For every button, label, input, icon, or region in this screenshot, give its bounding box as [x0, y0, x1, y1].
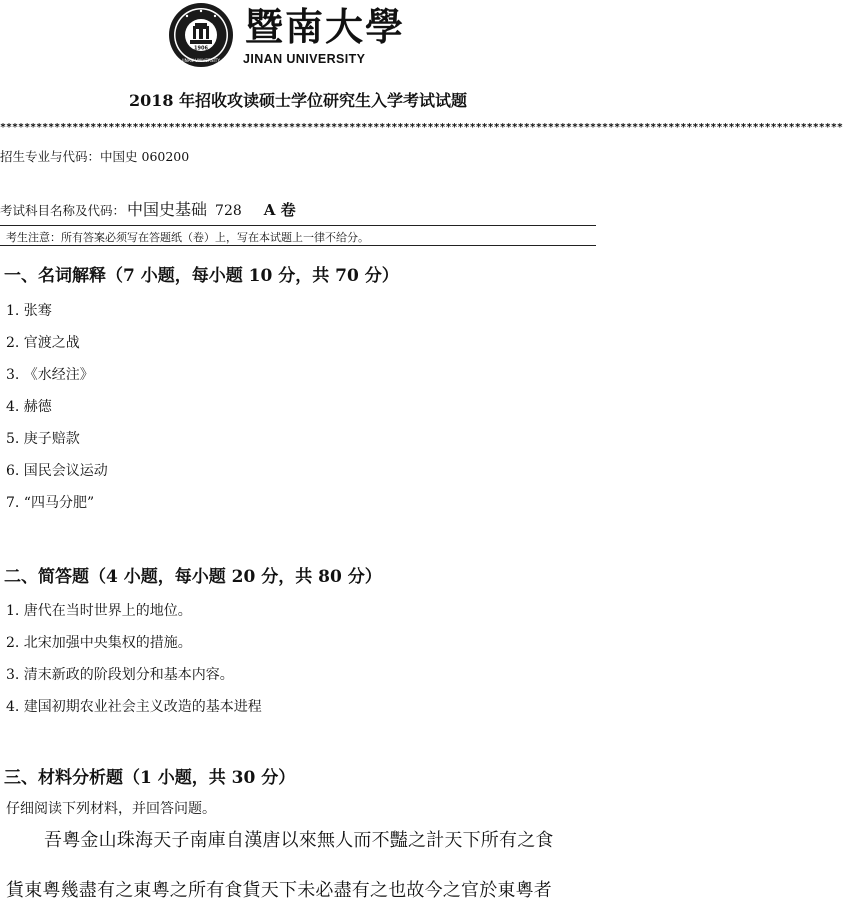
- list-item: 4. 建国初期农业社会主义改造的基本进程: [6, 699, 262, 715]
- program-line: [0, 147, 189, 165]
- material-text-line: 貨東粵幾盡有之東粵之所有食貨天下未必盡有之也故今之官於東粵者: [6, 880, 552, 901]
- logo-seal-text: [168, 68, 169, 69]
- section-heading-terms: 一、名词解释（7 小题，每小题 10 分，共 70 分）: [4, 266, 399, 286]
- subject-name: 中国史基础: [127, 200, 208, 219]
- university-logo: [168, 2, 234, 68]
- list-item: 7. “四马分肥”: [6, 495, 95, 511]
- star-separator: ********************************************************************************************************************************************: [0, 122, 843, 133]
- university-seal-icon: [168, 2, 234, 68]
- list-item: 2. 北宋加强中央集权的措施。: [6, 635, 192, 651]
- university-name-chinese: 暨南大學: [245, 4, 406, 49]
- list-item: 1. 唐代在当时世界上的地位。: [6, 603, 192, 619]
- notice-box: [0, 225, 596, 246]
- material-instruction: 仔细阅读下列材料，并回答问题。: [6, 801, 216, 817]
- list-item: 6. 国民会议运动: [6, 463, 108, 479]
- list-item: 3. 《水经注》: [6, 367, 94, 383]
- program-value: 中国史 060200: [100, 149, 190, 164]
- svg-text:JINAN UNIVERSITY: JINAN UNIVERSITY: [182, 58, 220, 63]
- subject-line: [0, 197, 296, 220]
- university-name-english: JINAN UNIVERSITY: [243, 52, 366, 66]
- section-heading-material-analysis: 三、材料分析题（1 小题，共 30 分）: [4, 768, 296, 788]
- exam-title: 2018 年招收攻读硕士学位研究生入学考试试题: [128, 91, 468, 110]
- list-item: 5. 庚子赔款: [6, 431, 80, 447]
- list-item: 4. 赫德: [6, 399, 52, 415]
- section-heading-short-answer: 二、简答题（4 小题，每小题 20 分，共 80 分）: [4, 567, 382, 587]
- subject-code: 728: [215, 203, 242, 219]
- list-item: 2. 官渡之战: [6, 335, 80, 351]
- list-item: 3. 清末新政的阶段划分和基本内容。: [6, 667, 234, 683]
- svg-text:1906: 1906: [194, 45, 208, 52]
- material-text-line: 吾粵金山珠海天子南庫自漢唐以來無人而不豔之計天下所有之食: [44, 830, 554, 851]
- subject-label: 考试科目名称及代码：: [0, 203, 126, 218]
- list-item: 1. 张骞: [6, 303, 52, 319]
- paper-version: A 卷: [263, 201, 296, 219]
- program-label: 招生专业与代码：: [0, 149, 101, 164]
- notice-text: 考生注意：所有答案必须写在答题纸（卷）上，写在本试题上一律不给分。: [6, 231, 369, 244]
